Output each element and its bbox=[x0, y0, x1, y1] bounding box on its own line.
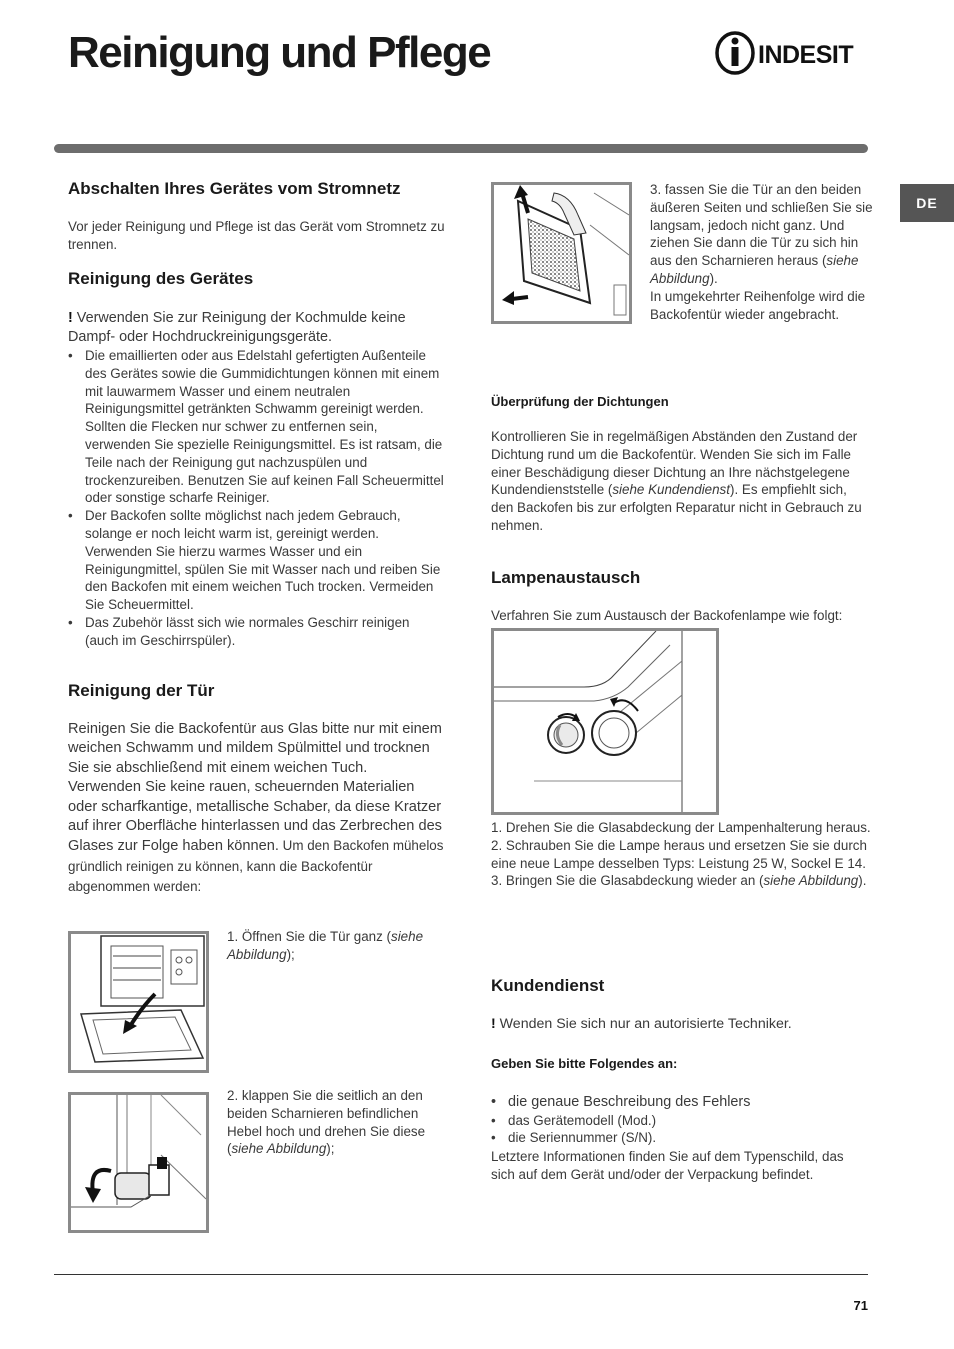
seal-text: ). Es empfiehlt sich, den Backofen bis zur erfolgten Reparatur nicht in Gebrauch zu nehmen. bbox=[491, 482, 862, 533]
figure-lamp bbox=[491, 628, 719, 815]
figure-remove-door bbox=[491, 182, 632, 324]
seal-text: Kontrollieren Sie in regelmäßigen Abständen den Zustand der Dichtung rund um die Backofentür. Wenden Sie sich im Falle einer Beschädigung dieser Dichtung an Ihre nächstgelegene Kundendienststelle ( bbox=[491, 429, 858, 498]
brand-logo bbox=[714, 30, 870, 76]
list-item: • Die emaillierten oder aus Edelstahl gefertigten Außenteile des Gerätes sowie die Gummidichtungen können mit einem mit lauwarmem Wasser und einem neutralen Reinigungsmittel getränkten Schwamm gereinigt werden. Sollten die Flecken nur schwer zu entfernen sein, verwenden Sie spezielle Reinigungsmittel. Es ist ratsam, die Teile nach der Reinigung gut nachzuspülen und trockenzureiben. Benutzen Sie auf keinen Fall Scheuermittel oder sonstige scharfe Reiniger. bbox=[68, 347, 446, 507]
step-text: 2. klappen Sie die seitlich an den beiden Scharnieren befindlichen Hebel hoch und drehen Sie diese ( bbox=[227, 1088, 426, 1157]
door-cleaning-text bbox=[68, 720, 444, 898]
door-cleaning-tail: Um den Backofen mühelos gründlich reinigen zu können, kann die Backofentür abgenommen werden: bbox=[68, 838, 444, 895]
brand-wordmark: INDESIT bbox=[758, 41, 854, 69]
list-item: • Der Backofen sollte möglichst nach jedem Gebrauch, solange er noch leicht warm ist, gereinigt werden. Verwenden Sie hierzu warmes Wasser und ein Reinigungmittel, spülen Sie mit Wasser nach und reiben Sie den Backofen mit einem weichen Tuch trocken. Vermeiden Sie Scheuermittel. bbox=[68, 507, 446, 614]
figure-open-door bbox=[68, 931, 209, 1073]
door-cleaning-main: Reinigen Sie die Backofentür aus Glas bitte nur mit einem weichen Schwamm und mildem Spülmittel und trocknen Sie sie abschließend mit einem weichen Tuch. Verwenden Sie keine rauen, scheuernden Materialien oder scharfkantige, metallische Schaber, da diese Kratzer auf ihrer Oberfläche hinterlassen und das Zerbrechen des Glases zur Folge haben können. bbox=[68, 721, 442, 855]
step-ref: siehe Abbildung bbox=[231, 1141, 327, 1157]
list-item: • die genaue Beschreibung des Fehlers bbox=[491, 1093, 871, 1112]
heading-seal-check: Überprüfung der Dichtungen bbox=[491, 394, 669, 409]
step-ref: siehe Abbildung bbox=[650, 253, 859, 286]
warning-mark: ! bbox=[68, 310, 73, 326]
step-ref: siehe Abbildung bbox=[227, 929, 424, 962]
warning-text: Wenden Sie sich nur an autorisierte Techniker. bbox=[495, 1016, 792, 1032]
seal-ref: siehe Kundendienst bbox=[612, 482, 730, 498]
step-text: In umgekehrter Reihenfolge wird die Backofentür wieder angebracht. bbox=[650, 288, 866, 322]
warning-text: Verwenden Sie zur Reinigung der Kochmulde keine Dampf- oder Hochdruckreinigungsgeräte. bbox=[68, 310, 406, 345]
warning-steam-cleaner bbox=[68, 309, 446, 347]
list-item: • Das Zubehör lässt sich wie normales Geschirr reinigen (auch im Geschirrspüler). bbox=[68, 614, 446, 650]
step-text: ); bbox=[286, 946, 295, 962]
heading-door-cleaning: Reinigung der Tür bbox=[68, 681, 215, 700]
language-tab: DE bbox=[900, 184, 954, 222]
figure-hinge-lever bbox=[68, 1092, 209, 1233]
header-rule bbox=[54, 144, 868, 153]
seal-check-text bbox=[491, 428, 869, 535]
footer-rule bbox=[54, 1274, 868, 1275]
heading-power-off: Abschalten Ihres Gerätes vom Stromnetz bbox=[68, 179, 401, 198]
page-number: 71 bbox=[853, 1298, 868, 1313]
step-text: ); bbox=[326, 1141, 335, 1157]
door-step-2 bbox=[227, 1087, 432, 1158]
lamp-step: 1. Drehen Sie die Glasabdeckung der Lampenhalterung heraus. bbox=[491, 820, 871, 835]
heading-provide-info: Geben Sie bitte Folgendes an: bbox=[491, 1056, 678, 1071]
heading-lamp-replacement: Lampenaustausch bbox=[491, 568, 641, 587]
list-item: • das Gerätemodell (Mod.) bbox=[491, 1112, 871, 1130]
lamp-step: ). bbox=[858, 873, 867, 889]
heading-appliance-cleaning: Reinigung des Gerätes bbox=[68, 269, 254, 288]
lamp-step-ref: siehe Abbildung bbox=[763, 873, 859, 889]
cleaning-bullet-list bbox=[68, 347, 446, 650]
door-step-1 bbox=[227, 928, 427, 964]
step-text: ). bbox=[709, 270, 718, 286]
step-text: 3. fassen Sie die Tür an den beiden äußeren Seiten und schließen Sie sie langsam, jedoch nicht ganz. Und ziehen Sie dann die Tür zu sich hin aus den Scharnieren heraus ( bbox=[650, 182, 873, 269]
heading-customer-service: Kundendienst bbox=[491, 976, 605, 995]
lamp-steps bbox=[491, 819, 871, 890]
page-title: Reinigung und Pflege bbox=[68, 28, 491, 77]
service-warning bbox=[491, 1016, 871, 1034]
door-step-3 bbox=[650, 181, 875, 323]
list-item: • die Seriennummer (S/N). bbox=[491, 1129, 871, 1147]
warning-mark: ! bbox=[491, 1016, 496, 1032]
service-footer-text: Letztere Informationen finden Sie auf dem Typenschild, das sich auf dem Gerät und/oder der Verpackung befindet. bbox=[491, 1149, 844, 1182]
step-text: 1. Öffnen Sie die Tür ganz ( bbox=[227, 929, 392, 944]
service-info-list bbox=[491, 1093, 871, 1147]
lamp-intro: Verfahren Sie zum Austausch der Backofenlampe wie folgt: bbox=[491, 608, 843, 623]
lamp-step: 3. Bringen Sie die Glasabdeckung wieder an ( bbox=[491, 873, 764, 889]
power-off-text: Vor jeder Reinigung und Pflege ist das Gerät vom Stromnetz zu trennen. bbox=[68, 219, 445, 252]
lamp-step: 2. Schrauben Sie die Lampe heraus und ersetzen Sie sie durch eine neue Lampe desselben Typs: Leistung 25 W, Sockel E 14. bbox=[491, 837, 867, 871]
